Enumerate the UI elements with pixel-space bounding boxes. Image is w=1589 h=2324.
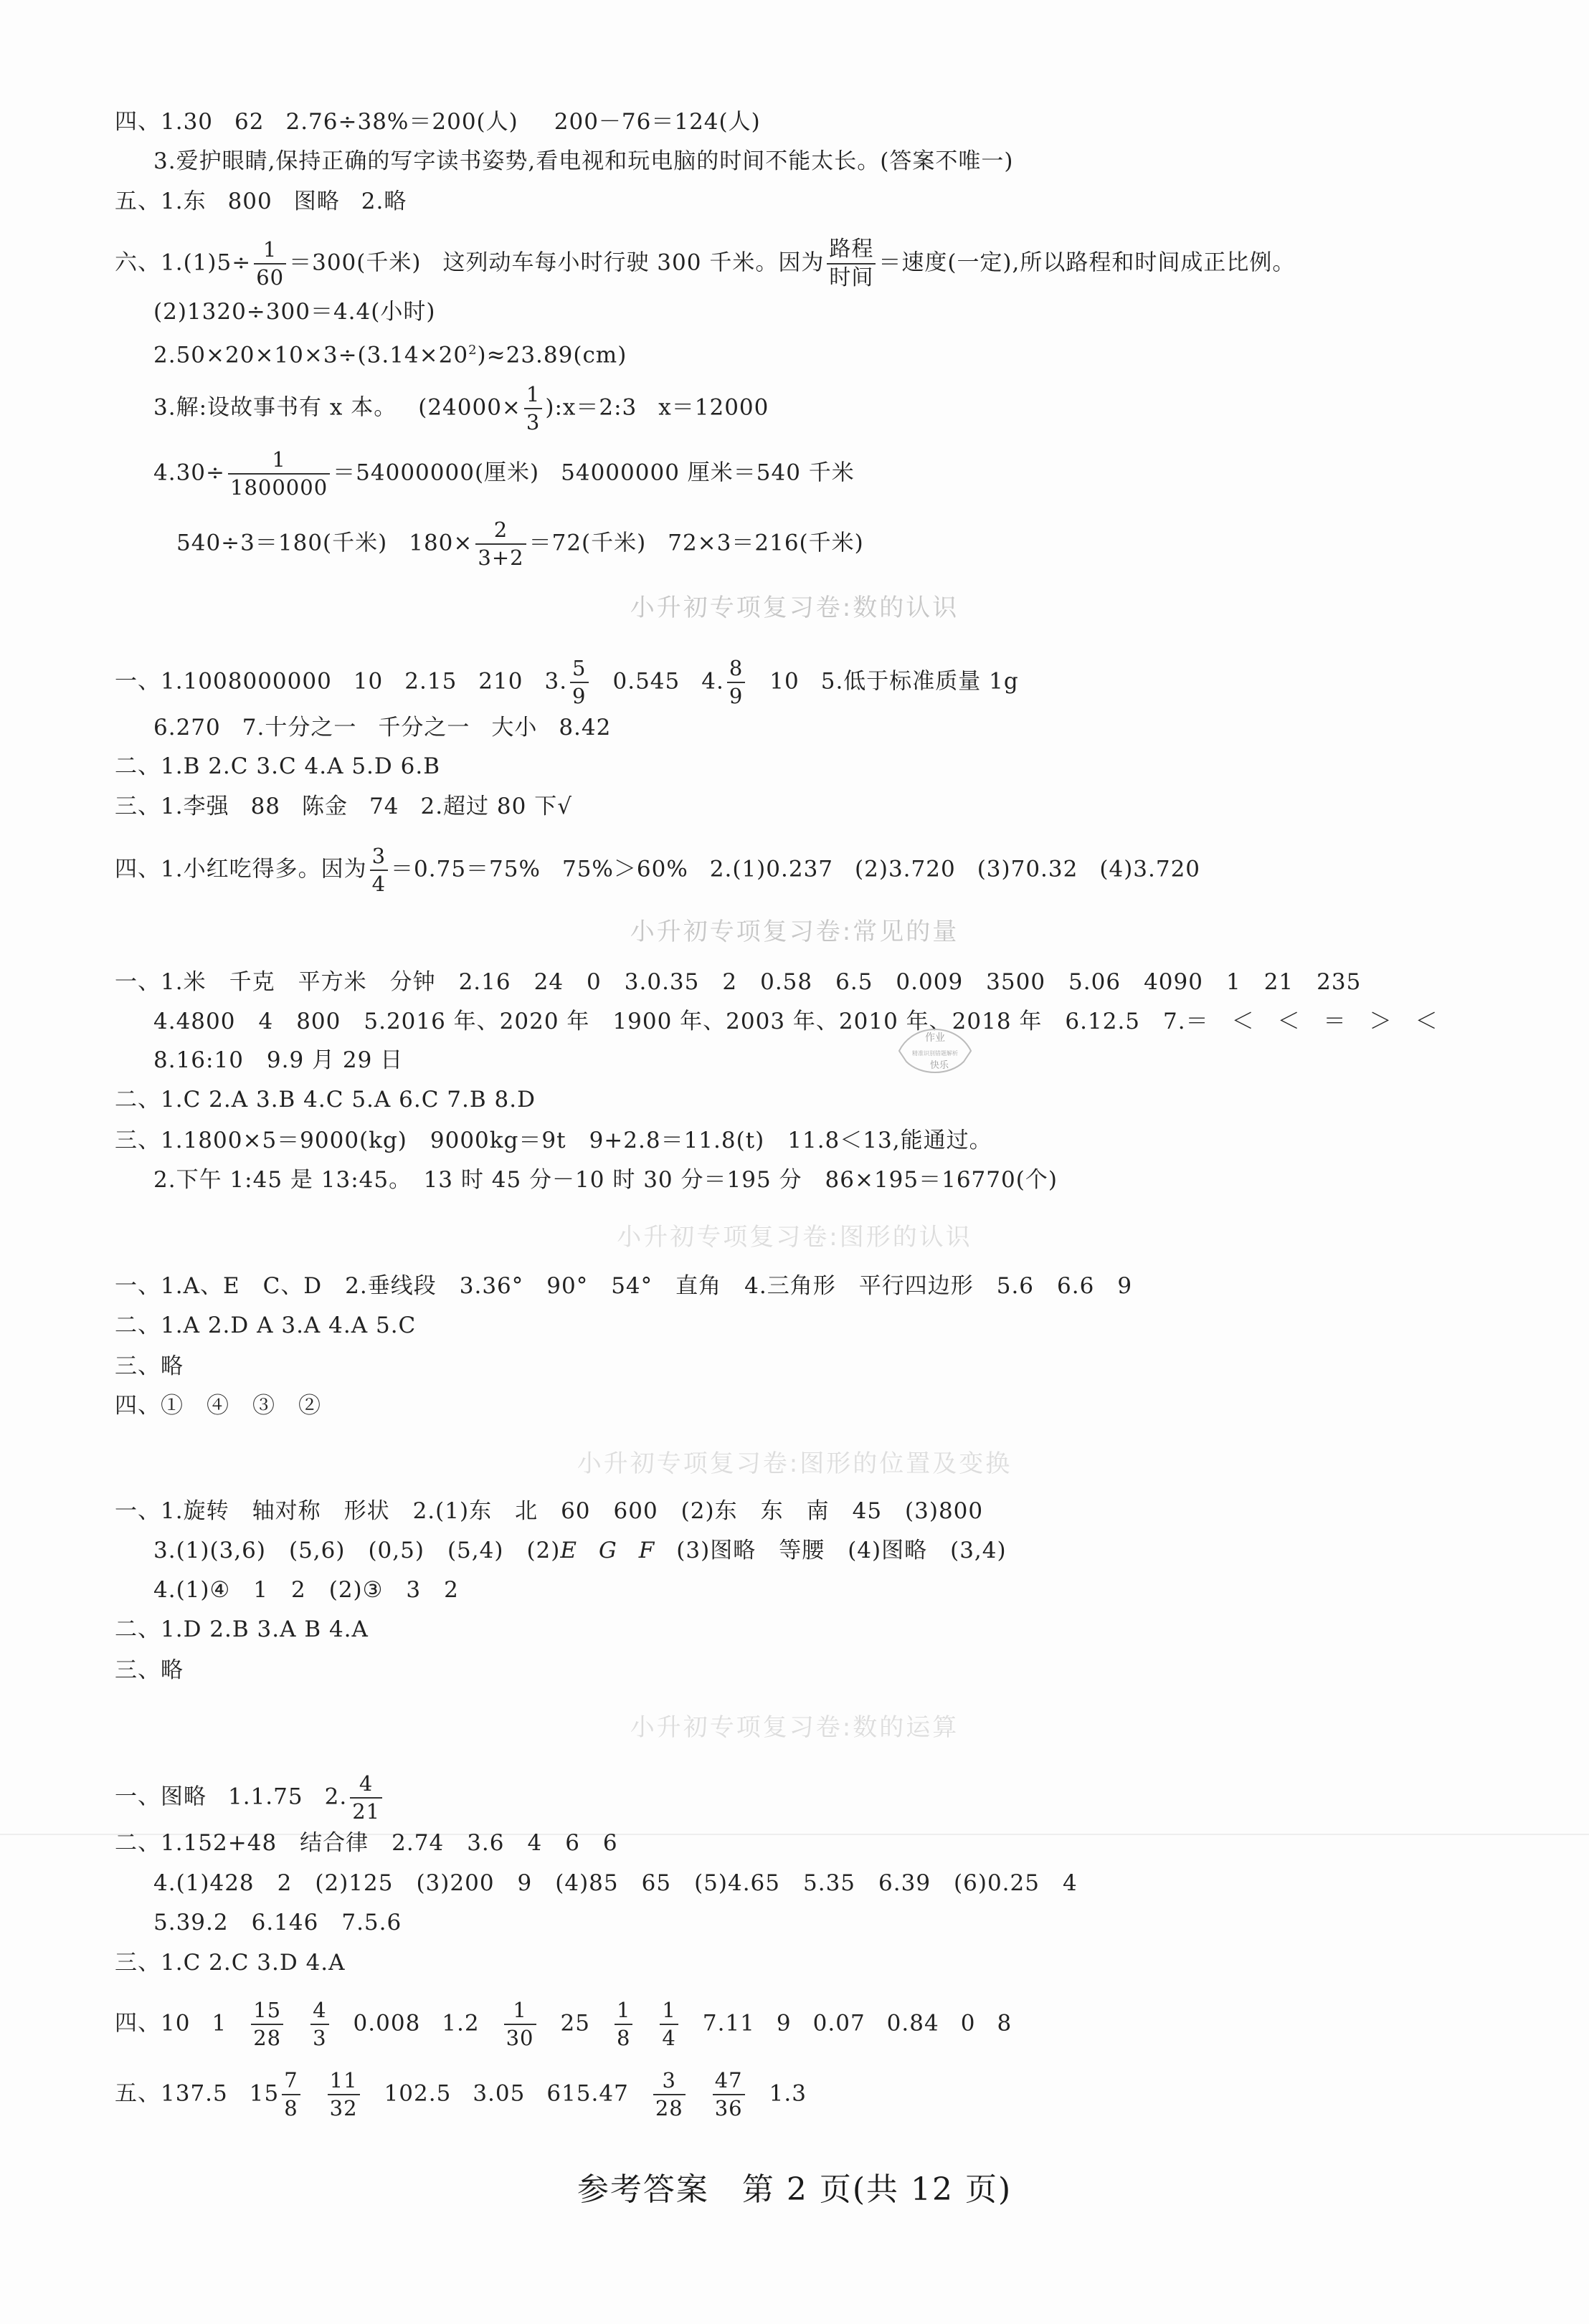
page-footer: 参考答案 第 2 页(共 12 页) [577,2171,1012,2208]
answer-line: 4.30÷ $\frac{1}{1800000}$ ＝54000000(厘米) 54000000 厘米＝540 千米 [153,447,855,500]
section-title: 小升初专项复习卷:图形的位置及变换 [577,1449,1012,1478]
answer-line: 4.(1)④ 1 2 (2)③ 3 2 [153,1577,459,1603]
answer-line: 3.爱护眼睛,保持正确的写字读书姿势,看电视和玩电脑的时间不能太长。(答案不唯一) [153,148,1014,174]
stamp-top-text: 作业 [925,1032,945,1044]
answer-line: 6.270 7.十分之一 千分之一 大小 8.42 [153,715,612,740]
section-title: 小升初专项复习卷:图形的认识 [617,1223,972,1252]
answer-line: 4.4800 4 800 5.2016 年、2020 年 1900 年、2003 年、2010 年、2018 年 6.12.5 7.＝ ＜ ＜ ＝ ＞ ＜ [153,1009,1438,1034]
fraction: $\frac{1}{60}$ [254,239,286,288]
answer-line: 二、1.A 2.D A 3.A 4.A 5.C [115,1313,417,1338]
answer-line: 三、1.1800×5＝9000(kg) 9000kg＝9t 9+2.8＝11.8(t) 11.8＜13,能通过。 [115,1128,992,1153]
fraction: $\frac{47}{36}$ [713,2070,745,2119]
answer-line: 4.(1)428 2 (2)125 (3)200 9 (4)85 65 (5)4.65 5.35 6.39 (6)0.25 4 [153,1870,1078,1896]
answer-line: 二、1.C 2.A 3.B 4.C 5.A 6.C 7.B 8.D [115,1087,536,1113]
answer-line: 五、137.5 15 $\frac{7}{8}$ $\frac{11}{32}$ 102.5 3.05 615.47 $\frac{3}{28}$ $\frac{47}{36}$ 1.3 [115,2068,807,2120]
fraction: $\frac{4}{3}$ [310,2000,328,2049]
answer-line: 四、10 1 $\frac{15}{28}$ $\frac{4}{3}$ 0.008 1.2 $\frac{1}{30}$ 25 $\frac{1}{8}$ $\frac{1}{4}$ 7.11 9 0.07 0.84 0 8 [115,1998,1012,2050]
answer-line: 三、略 [115,1657,184,1683]
answer-line: 三、1.李强 88 陈金 74 2.超过 80 下√ [115,794,572,819]
fraction: $\frac{1}{4}$ [660,2000,678,2049]
fraction: 路程 时间 [827,239,876,289]
fraction: $\frac{5}{9}$ [570,658,588,707]
fraction: $\frac{4}{21}$ [350,1773,382,1822]
fraction: $\frac{1}{1800000}$ [228,449,330,498]
stamp-bot-text: 快乐 [929,1060,949,1071]
fraction: $\frac{2}{3+2}$ [475,520,526,568]
stamp-logo [892,1022,978,1087]
fraction: $\frac{3}{4}$ [370,846,388,895]
answer-line: 四、1.30 62 2.76÷38%＝200(人) 200－76＝124(人) [115,109,761,135]
answer-line: 二、1.D 2.B 3.A B 4.A [115,1616,369,1642]
stamp-mid-text: 精准识别错题解析 [912,1050,958,1057]
answer-line: 一、1.米 千克 平方米 分钟 2.16 24 0 3.0.35 2 0.58 6.5 0.009 3500 5.06 4090 1 21 235 [115,969,1362,995]
answer-line: 540÷3＝180(千米) 180× $\frac{2}{3+2}$ ＝72(千米) 72×3＝216(千米) [176,518,864,570]
answer-line: 四、1.小红吃得多。因为 $\frac{3}{4}$ ＝0.75＝75% 75%＞60% 2.(1)0.237 (2)3.720 (3)70.32 (4)3.720 [115,844,1201,896]
answer-line: 5.39.2 6.146 7.5.6 [153,1910,402,1935]
answer-line: 2.下午 1:45 是 13:45。 13 时 45 分－10 时 30 分＝195 分 86×195＝16770(个) [153,1167,1058,1193]
answer-line: 三、略 [115,1353,184,1379]
answer-line: 一、1.1008000000 10 2.15 210 3. $\frac{5}{9}$ 0.545 4. $\frac{8}{9}$ 10 5.低于标准质量 1g [115,656,1019,708]
answer-line: $2.50\times 20\times 10\times 3\div(3.14\times 20^2)\approx 23.89(cm)$ [153,342,627,368]
answer-line: 一、1.A、E C、D 2.垂线段 3.36° 90° 54° 直角 4.三角形 平行四边形 5.6 6.6 9 [115,1273,1133,1299]
answer-line: 一、1.旋转 轴对称 形状 2.(1)东 北 60 600 (2)东 东 南 45 (3)800 [115,1498,984,1524]
answer-line: 五、1.东 800 图略 2.略 [115,189,407,214]
answer-line: 3.解:设故事书有 x 本。 (24000× $\frac{1}{3}$ ):x＝2:3 x＝12000 [153,382,769,434]
answer-line: 二、1.152+48 结合律 2.74 3.6 4 6 6 [115,1830,618,1856]
section-title: 小升初专项复习卷:常见的量 [630,918,959,946]
fraction: $\frac{1}{30}$ [504,2000,536,2049]
fraction: $\frac{11}{32}$ [328,2070,360,2119]
answer-line: 四、① ④ ③ ② [115,1393,321,1419]
answer-line: (2)1320÷300＝4.4(小时) [153,299,436,325]
answer-line: 3.(1)(3,6) (5,6) (0,5) (5,4) (2)E G F (3)图略 等腰 (4)图略 (3,4) [153,1538,1007,1563]
fraction: $\frac{15}{28}$ [251,2000,283,2049]
section-title: 小升初专项复习卷:数的认识 [630,594,959,622]
fraction: $\frac{3}{28}$ [653,2070,686,2119]
answer-line: 二、1.B 2.C 3.C 4.A 5.D 6.B [115,753,440,779]
answer-line: 8.16:10 9.9 月 29 日 [153,1047,404,1073]
section-title: 小升初专项复习卷:数的运算 [630,1713,959,1742]
fraction: $\frac{8}{9}$ [727,658,745,707]
answer-line: 一、图略 1.1.75 2. $\frac{4}{21}$ [115,1773,385,1822]
fraction: $\frac{1}{3}$ [524,384,542,433]
answer-line: 六、1.(1)5÷ $\frac{1}{60}$ ＝300(千米) 这列动车每小时行驶 300 千米。因为 路程 时间 ＝速度(一定),所以路程和时间成正比例。 [115,237,1296,290]
fraction: $\frac{1}{8}$ [615,2000,632,2049]
answer-line: 三、1.C 2.C 3.D 4.A [115,1950,346,1976]
fraction: $\frac{7}{8}$ [282,2070,300,2119]
